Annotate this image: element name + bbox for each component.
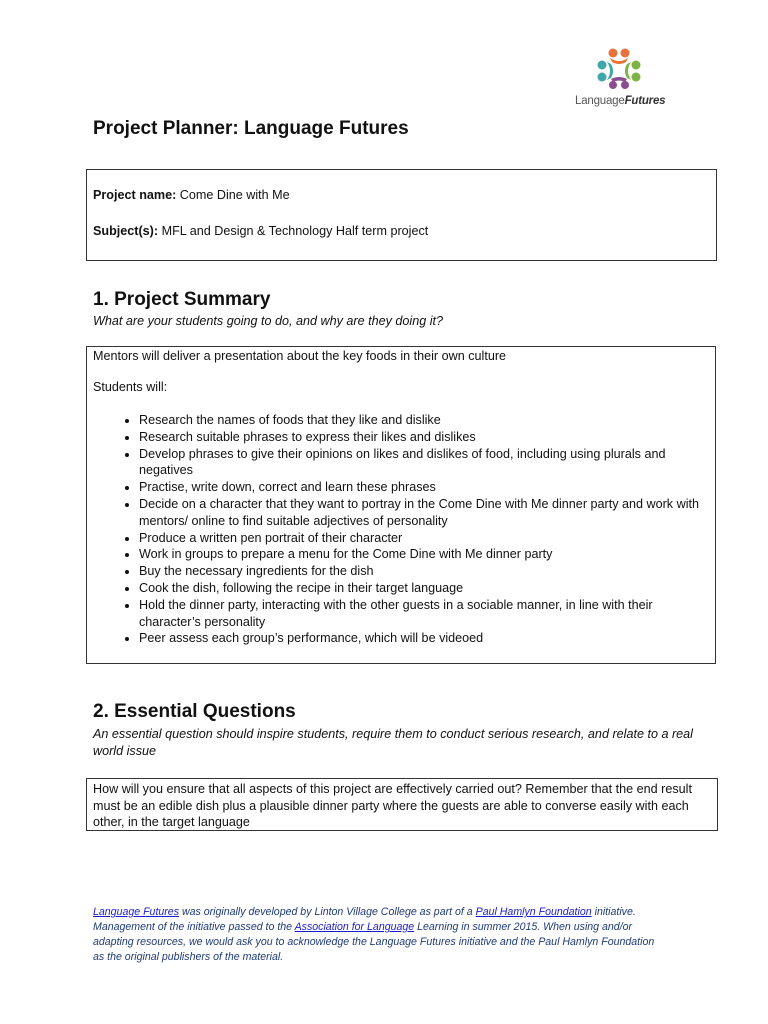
footer-text-1: was originally developed by Linton Village College as part of a [179, 906, 476, 918]
project-name-value: Come Dine with Me [179, 188, 290, 202]
essential-questions-subtitle: An essential question should inspire students, require them to conduct serious research, and relate to a real world issue [93, 727, 693, 758]
list-item: • Develop phrases to give their opinions on likes and dislikes of food, including using plurals and negatives [139, 446, 701, 480]
project-name-label: Project name: [93, 188, 177, 202]
project-summary-heading: 1. Project Summary [93, 289, 271, 310]
list-item: • Decide on a character that they want to portray in the Come Dine with Me dinner party and work with mentors/ online to find suitable adjectives of personality [139, 496, 701, 530]
list-item: • Practise, write down, correct and learn these phrases [139, 479, 701, 496]
footer-text-2: initiative. Management of the initiative passed to the [93, 906, 636, 933]
essential-questions-heading: 2. Essential Questions [93, 701, 296, 722]
page-title: Project Planner: Language Futures [93, 118, 409, 139]
language-futures-link[interactable]: Language Futures [93, 906, 179, 918]
footer-note [93, 905, 663, 965]
list-item: • Produce a written pen portrait of their character [139, 530, 701, 547]
language-futures-flower-icon [596, 46, 644, 90]
list-item: • Work in groups to prepare a menu for the Come Dine with Me dinner party [139, 546, 701, 563]
project-summary-box [86, 346, 716, 664]
footer-text-3: Learning in summer 2015. When using and/or adapting resources, we would ask you to acknowledge the Language Futures initiative and the Paul Hamlyn Foundation as the original publishers of the material. [93, 921, 655, 963]
list-item: • Peer assess each group’s performance, which will be videoed [139, 630, 701, 647]
essential-questions-box [86, 778, 718, 831]
list-item: • Buy the necessary ingredients for the dish [139, 563, 701, 580]
logo-wordmark: LanguageFutures [575, 95, 666, 107]
activities-list [93, 412, 709, 647]
language-futures-logo [572, 46, 672, 110]
subjects-row [93, 222, 710, 240]
students-will-label: Students will: [93, 380, 168, 394]
project-info-box [86, 169, 717, 261]
essential-questions-body: How will you ensure that all aspects of this project are effectively carried out? Remember that the end result must be an edible dish plus a plausible dinner party where the guests are able to converse easily with each other, in the target language [93, 782, 692, 829]
summary-intro: Mentors will deliver a presentation about the key foods in their own culture [93, 349, 507, 363]
association-for-language-link[interactable]: Association for Language [294, 921, 415, 933]
logo-petals [598, 49, 641, 90]
subjects-value: MFL and Design & Technology Half term project [161, 224, 429, 238]
list-item: • Cook the dish, following the recipe in their target language [139, 580, 701, 597]
project-summary-subtitle: What are your students going to do, and why are they doing it? [93, 314, 444, 328]
list-item: • Research suitable phrases to express their likes and dislikes [139, 429, 701, 446]
subjects-label: Subject(s): [93, 224, 159, 238]
list-item: • Hold the dinner party, interacting with the other guests in a sociable manner, in line with their character’s personality [139, 597, 701, 631]
project-name-row [93, 186, 710, 204]
list-item: • Research the names of foods that they like and dislike [139, 412, 701, 429]
paul-hamlyn-foundation-link[interactable]: Paul Hamlyn Foundation [475, 906, 592, 918]
